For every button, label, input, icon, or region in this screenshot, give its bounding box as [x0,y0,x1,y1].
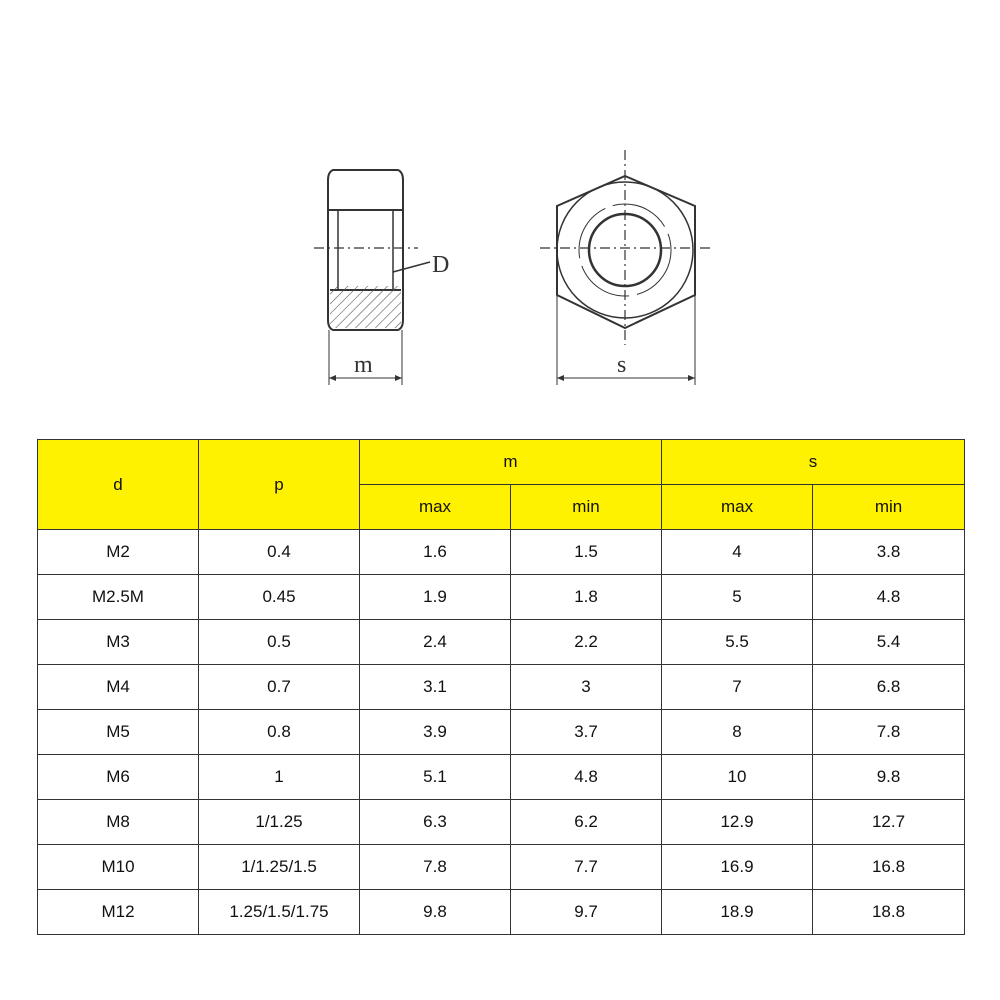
table-row [38,800,965,845]
cell-d: M8 [38,800,199,845]
cell-s-max: 4 [662,530,813,575]
cell-s-max: 18.9 [662,890,813,935]
cell-p: 1/1.25/1.5 [199,845,360,890]
table-row [38,845,965,890]
header-s: s [662,440,965,485]
hex-nut-drawing [0,0,1000,430]
cell-p: 1.25/1.5/1.75 [199,890,360,935]
header-p: p [199,440,360,530]
cell-s-min: 7.8 [813,710,965,755]
cell-m-min: 2.2 [511,620,662,665]
cell-d: M2 [38,530,199,575]
side-view [314,170,449,385]
cell-d: M12 [38,890,199,935]
cell-p: 0.8 [199,710,360,755]
table-row [38,710,965,755]
cell-m-max: 1.9 [360,575,511,620]
diameter-label: D [432,252,450,278]
cell-s-max: 5.5 [662,620,813,665]
cell-s-min: 16.8 [813,845,965,890]
table-row [38,755,965,800]
cell-d: M2.5M [38,575,199,620]
cell-s-max: 10 [662,755,813,800]
cell-s-max: 12.9 [662,800,813,845]
table-row [38,890,965,935]
table-row [38,530,965,575]
technical-drawing [0,0,1000,430]
cell-m-max: 7.8 [360,845,511,890]
cell-s-min: 4.8 [813,575,965,620]
cell-d: M3 [38,620,199,665]
cell-d: M6 [38,755,199,800]
cell-d: M4 [38,665,199,710]
cell-m-min: 4.8 [511,755,662,800]
cell-s-min: 18.8 [813,890,965,935]
cell-m-max: 9.8 [360,890,511,935]
header-m-max: max [360,485,511,530]
cell-m-max: 5.1 [360,755,511,800]
front-view [540,150,712,385]
header-d: d [38,440,199,530]
cell-m-min: 3.7 [511,710,662,755]
cell-m-max: 3.9 [360,710,511,755]
dimension-table [37,439,965,935]
table-row [38,665,965,710]
cell-m-max: 3.1 [360,665,511,710]
header-s-max: max [662,485,813,530]
cell-m-min: 3 [511,665,662,710]
cell-s-min: 12.7 [813,800,965,845]
cell-m-min: 7.7 [511,845,662,890]
table-row [38,575,965,620]
cell-m-min: 1.5 [511,530,662,575]
header-s-min: min [813,485,965,530]
cell-d: M10 [38,845,199,890]
header-m: m [360,440,662,485]
thickness-label: m [354,352,373,378]
cell-p: 0.7 [199,665,360,710]
cell-m-min: 9.7 [511,890,662,935]
cell-p: 0.45 [199,575,360,620]
cell-p: 1 [199,755,360,800]
cell-p: 0.5 [199,620,360,665]
cell-m-max: 2.4 [360,620,511,665]
cell-p: 1/1.25 [199,800,360,845]
cell-s-min: 3.8 [813,530,965,575]
cell-s-min: 9.8 [813,755,965,800]
table-row [38,620,965,665]
cell-s-max: 16.9 [662,845,813,890]
cell-s-min: 6.8 [813,665,965,710]
cell-s-max: 7 [662,665,813,710]
cell-m-max: 6.3 [360,800,511,845]
cell-p: 0.4 [199,530,360,575]
cell-m-min: 1.8 [511,575,662,620]
header-m-min: min [511,485,662,530]
cell-m-max: 1.6 [360,530,511,575]
width-label: s [617,352,627,378]
cell-s-max: 5 [662,575,813,620]
cell-s-min: 5.4 [813,620,965,665]
table-header [38,440,965,530]
cell-s-max: 8 [662,710,813,755]
cell-d: M5 [38,710,199,755]
cell-m-min: 6.2 [511,800,662,845]
